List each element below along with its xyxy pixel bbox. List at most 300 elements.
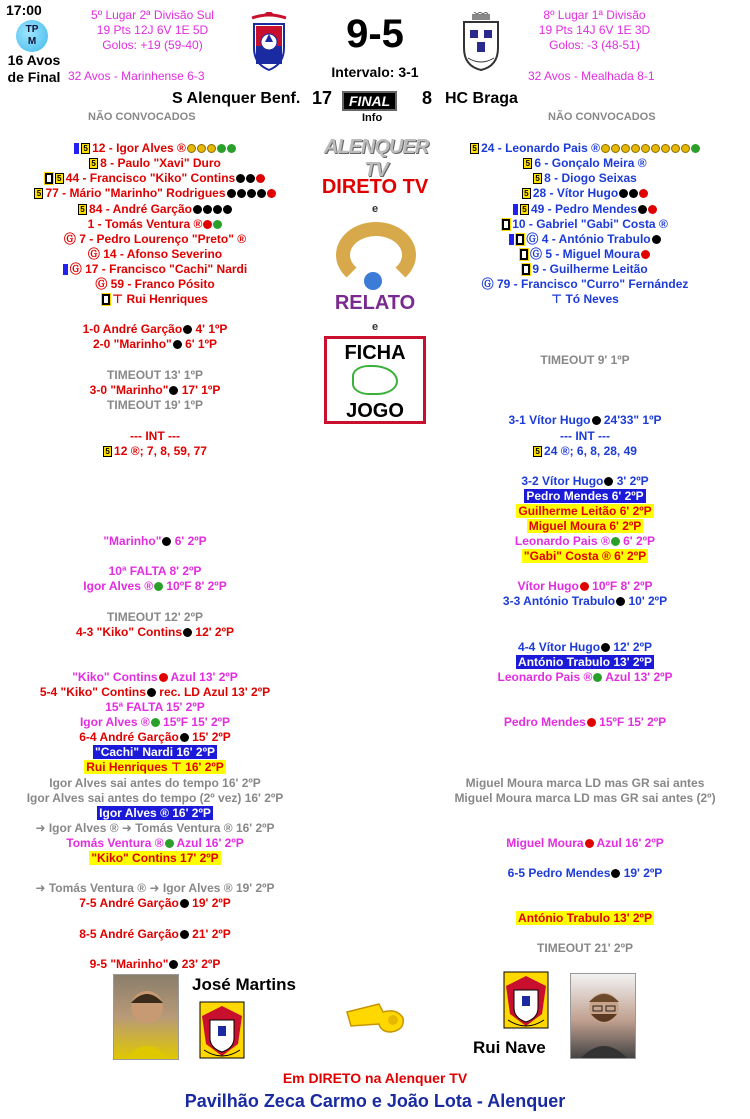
event-line	[435, 202, 735, 217]
event-text	[524, 489, 645, 503]
event-time: 6' 2ºP	[171, 534, 207, 548]
event-line	[5, 444, 305, 459]
gold-dot-icon	[631, 144, 640, 153]
event-text	[97, 806, 213, 820]
five-badge-icon: 5	[470, 143, 479, 154]
event-line	[5, 429, 305, 444]
event-text	[89, 156, 221, 170]
event-text	[527, 519, 644, 533]
event-label: 15ª FALTA 15' 2ºP	[105, 700, 205, 714]
home-standing-score: 17	[312, 88, 333, 108]
event-line	[435, 292, 735, 307]
goalkeeper-icon	[522, 264, 530, 275]
event-label: ➜ Tomás Ventura ® ➜ Igor Alves ® 19' 2ºP	[35, 881, 275, 895]
event-line	[435, 579, 735, 594]
kick-off-time: 17:00	[6, 2, 42, 18]
event-text	[72, 670, 238, 684]
away-standing-score: 8	[422, 88, 433, 108]
event-text	[497, 670, 672, 684]
five-badge-icon: 5	[103, 446, 112, 457]
red-dot-icon	[641, 250, 650, 259]
alenquer-tv-logo[interactable]: ALENQUER TV	[323, 136, 429, 181]
green-dot-icon	[154, 582, 163, 591]
event-text	[49, 776, 261, 790]
event-text	[533, 444, 637, 458]
relato-link[interactable]: RELATO	[334, 292, 416, 314]
away-goals: Golos: -3 (48-51)	[549, 38, 640, 52]
event-line	[5, 247, 305, 262]
black-dot-icon	[638, 205, 647, 214]
event-line	[5, 625, 305, 640]
footer-live-link[interactable]: Em DIRETO na Alenquer TV	[282, 1070, 468, 1086]
green-dot-icon	[151, 718, 160, 727]
event-time: 23' 2ºP	[178, 957, 221, 971]
event-line	[5, 171, 305, 186]
event-label: TIMEOUT 13' 1ºP	[107, 368, 203, 382]
event-time: 6' 2ºP	[619, 534, 656, 548]
event-label: 24 - Leonardo Pais ®	[481, 141, 600, 155]
event-text	[76, 625, 234, 639]
green-dot-icon	[691, 144, 700, 153]
separator-and: e	[371, 203, 379, 215]
event-line	[435, 353, 735, 368]
event-line	[5, 277, 305, 292]
event-text	[63, 262, 247, 276]
jogo-label: JOGO	[346, 400, 404, 422]
black-dot-icon	[227, 189, 236, 198]
black-dot-icon	[213, 205, 222, 214]
event-line	[435, 670, 735, 685]
home-goals: Golos: +19 (59-40)	[102, 38, 203, 52]
event-label: Ⓖ 17 - Francisco "Cachi" Nardi	[69, 262, 248, 276]
event-line	[435, 489, 735, 504]
event-time: 21' 2ºP	[188, 927, 231, 941]
event-line	[435, 941, 735, 956]
event-label: 10 - Gabriel "Gabi" Costa ®	[512, 217, 668, 231]
event-text	[521, 474, 648, 488]
black-dot-icon	[203, 205, 212, 214]
event-text	[93, 337, 217, 351]
event-line	[435, 217, 735, 232]
event-label: 1 - Tomás Ventura ®	[87, 217, 203, 231]
goalkeeper-icon	[102, 294, 110, 305]
event-label: 1-0 André Garção	[82, 322, 183, 336]
event-text	[107, 610, 203, 624]
event-text	[80, 715, 230, 729]
away-team-name[interactable]: HC Braga	[445, 90, 518, 107]
event-text	[27, 791, 284, 805]
black-dot-icon	[237, 189, 246, 198]
event-text	[516, 655, 654, 669]
event-label: Vítor Hugo	[517, 579, 579, 593]
event-text	[88, 247, 222, 261]
blue-card-icon	[74, 143, 79, 154]
event-time: 19' 2ºP	[620, 866, 663, 880]
goalkeeper-icon	[45, 173, 53, 184]
event-text	[103, 534, 206, 548]
black-dot-icon	[183, 325, 192, 334]
event-time: rec. LD Azul 13' 2ºP	[155, 685, 271, 699]
event-line	[5, 368, 305, 383]
event-time: Azul 13' 2ºP	[167, 670, 238, 684]
round-label: 16 Avos de Final	[7, 52, 61, 85]
event-label: Igor Alves ®	[83, 579, 154, 593]
away-team-crest-icon[interactable]	[460, 12, 502, 72]
event-line	[5, 292, 305, 307]
away-previous-round: 32 Avos - Mealhada 8-1	[528, 69, 655, 83]
event-text	[79, 896, 231, 910]
event-label: 3-0 "Marinho"	[89, 383, 169, 397]
event-line	[435, 549, 735, 564]
black-dot-icon	[180, 930, 189, 939]
event-time: 24'33" 1ºP	[600, 413, 662, 427]
gold-dot-icon	[611, 144, 620, 153]
event-text	[508, 866, 663, 880]
event-text	[506, 836, 664, 850]
five-badge-icon: 5	[533, 446, 542, 457]
event-label: TIMEOUT 19' 1ºP	[107, 398, 203, 412]
event-time: 15' 2ºP	[188, 730, 231, 744]
event-label: 24 ®; 6, 8, 28, 49	[544, 444, 637, 458]
event-label: Miguel Moura marca LD mas GR sai antes	[465, 776, 705, 790]
event-text	[34, 186, 275, 200]
five-badge-icon: 5	[523, 158, 532, 169]
event-label: Rui Henriques ⊤ 16' 2ºP	[86, 760, 224, 774]
event-line	[5, 579, 305, 594]
event-label: António Trabulo 13' 2ºP	[518, 655, 652, 669]
event-label: Ⓖ 5 - Miguel Moura	[529, 247, 640, 261]
event-text	[107, 368, 203, 382]
event-label: 49 - Pedro Mendes	[530, 202, 638, 216]
event-label: TIMEOUT 12' 2ºP	[107, 610, 203, 624]
black-dot-icon	[247, 189, 256, 198]
home-team-name[interactable]: S Alenquer Benf.	[172, 90, 301, 107]
event-label: 84 - André Garção	[89, 202, 192, 216]
event-line	[435, 141, 735, 156]
event-text	[515, 534, 655, 548]
event-text	[516, 504, 653, 518]
red-dot-icon	[159, 673, 168, 682]
event-text	[35, 821, 274, 835]
red-dot-icon	[587, 718, 596, 727]
event-text	[107, 398, 203, 412]
event-line	[435, 156, 735, 171]
black-dot-icon	[180, 899, 189, 908]
event-line	[5, 202, 305, 217]
red-dot-icon	[585, 839, 594, 848]
black-dot-icon	[173, 340, 182, 349]
event-label: --- INT ---	[560, 429, 610, 443]
event-text	[537, 941, 633, 955]
event-time: 12' 2ºP	[192, 625, 234, 639]
event-text	[109, 564, 202, 578]
event-line	[5, 806, 305, 821]
event-line	[435, 594, 735, 609]
event-label: 10ª FALTA 8' 2ºP	[108, 564, 202, 578]
event-label: 12 - Igor Alves ®	[92, 141, 186, 155]
event-time: 10ºF 8' 2ºP	[163, 579, 227, 593]
event-text	[83, 322, 228, 336]
event-line	[5, 700, 305, 715]
event-text	[102, 292, 208, 306]
event-label: 7-5 André Garção	[79, 896, 179, 910]
event-line	[435, 715, 735, 730]
event-line	[5, 881, 305, 896]
event-time: Azul 16' 2ºP	[173, 836, 244, 850]
black-dot-icon	[223, 205, 232, 214]
away-record: 19 Pts 14J 6V 1E 3D	[538, 23, 651, 37]
referee-2-photo	[570, 973, 636, 1059]
event-line	[5, 685, 305, 700]
event-label: 8 - Paulo "Xavi" Duro	[100, 156, 221, 170]
black-dot-icon	[180, 733, 189, 742]
black-dot-icon	[652, 235, 661, 244]
event-text	[88, 217, 223, 231]
event-time: 6' 1ºP	[181, 337, 217, 351]
event-line	[5, 383, 305, 398]
event-label: Tomás Ventura ®	[66, 836, 164, 850]
five-badge-icon: 5	[34, 188, 43, 199]
halftime-score: Intervalo: 3-1	[331, 64, 419, 80]
event-label: 6-4 André Garção	[79, 730, 179, 744]
person-icon	[571, 974, 636, 1059]
event-text	[551, 292, 619, 306]
event-line	[5, 927, 305, 942]
home-team-crest-icon[interactable]	[248, 12, 290, 72]
event-line	[435, 474, 735, 489]
event-label: Miguel Moura 6' 2ºP	[528, 519, 642, 533]
event-text	[83, 579, 226, 593]
event-line	[5, 141, 305, 156]
event-line	[5, 322, 305, 337]
event-text	[522, 549, 648, 563]
red-dot-icon	[639, 189, 648, 198]
separator-and: e	[371, 321, 379, 333]
black-dot-icon	[592, 416, 601, 425]
blue-card-icon	[513, 204, 518, 215]
fpp-crest-icon	[502, 970, 550, 1032]
event-text	[93, 745, 217, 759]
event-text	[560, 429, 610, 443]
event-text	[79, 927, 231, 941]
event-label: Ⓖ 79 - Francisco "Curro" Fernández	[481, 277, 689, 291]
event-label: "Kiko" Contins	[72, 670, 158, 684]
event-text	[78, 202, 232, 216]
event-label: "Kiko" Contins 17' 2ºP	[91, 851, 219, 865]
gold-dot-icon	[187, 144, 196, 153]
black-dot-icon	[193, 205, 202, 214]
event-text	[103, 444, 207, 458]
event-label: 77 - Mário "Marinho" Rodrigues	[45, 186, 226, 200]
event-line	[5, 760, 305, 775]
event-text	[533, 171, 637, 185]
event-time: 3' 2ºP	[613, 474, 649, 488]
event-text	[470, 141, 700, 155]
event-text	[522, 186, 648, 200]
red-dot-icon	[256, 174, 265, 183]
microphone-icon	[364, 272, 382, 290]
event-label: Leonardo Pais ®	[497, 670, 593, 684]
event-line	[435, 866, 735, 881]
green-dot-icon	[217, 144, 226, 153]
event-text	[90, 957, 221, 971]
black-dot-icon	[629, 189, 638, 198]
event-line	[5, 791, 305, 806]
referee-1-photo	[113, 974, 179, 1060]
gold-dot-icon	[197, 144, 206, 153]
green-dot-icon	[213, 220, 222, 229]
event-text	[40, 685, 270, 699]
event-line	[435, 247, 735, 262]
direto-tv-link[interactable]: DIRETO TV	[321, 176, 429, 198]
event-label: Ⓖ 59 - Franco Pósito	[95, 277, 215, 291]
info-link[interactable]: Info	[362, 112, 383, 124]
event-label: 8 - Diogo Seixas	[544, 171, 637, 185]
event-line	[435, 519, 735, 534]
event-time: 12' 2ºP	[610, 640, 652, 654]
red-dot-icon	[203, 220, 212, 229]
event-label: "Marinho"	[103, 534, 162, 548]
event-line	[5, 156, 305, 171]
event-text	[84, 760, 226, 774]
gold-dot-icon	[681, 144, 690, 153]
event-time: 15ºF 15' 2ºP	[159, 715, 231, 729]
home-position: 5º Lugar 2ª Divisão Sul	[91, 8, 214, 22]
goalkeeper-icon	[502, 219, 510, 230]
event-line	[5, 398, 305, 413]
event-text	[105, 700, 205, 714]
away-position: 8º Lugar 1ª Divisão	[543, 8, 646, 22]
event-text	[520, 247, 650, 261]
five-badge-icon: 5	[533, 173, 542, 184]
away-not-called-header: NÃO CONVOCADOS	[548, 111, 656, 123]
event-text	[454, 791, 715, 805]
final-badge: FINAL	[342, 91, 397, 111]
event-label: Igor Alves ®	[79, 715, 150, 729]
away-team-stats	[502, 8, 687, 53]
goalkeeper-icon	[520, 249, 528, 260]
event-text	[130, 429, 180, 443]
event-text	[522, 262, 647, 276]
event-label: 3-1 Vítor Hugo	[508, 413, 591, 427]
event-label: ➜ Igor Alves ® ➜ Tomás Ventura ® 16' 2ºP	[35, 821, 275, 835]
event-label: 28 - Vítor Hugo	[532, 186, 619, 200]
event-line	[435, 444, 735, 459]
event-line	[435, 232, 735, 247]
event-line	[5, 730, 305, 745]
five-badge-icon: 5	[78, 204, 87, 215]
home-team-stats	[60, 8, 245, 53]
ficha-scribble-icon	[352, 365, 398, 395]
event-text	[540, 353, 629, 367]
event-line	[435, 655, 735, 670]
blue-card-icon	[509, 234, 514, 245]
event-text	[35, 881, 274, 895]
event-label: "Gabi" Costa ® 6' 2ºP	[523, 549, 647, 563]
event-text	[523, 156, 646, 170]
event-text	[516, 911, 654, 925]
event-label: 9-5 "Marinho"	[89, 957, 169, 971]
event-label: TIMEOUT 9' 1ºP	[540, 353, 630, 367]
event-line	[5, 670, 305, 685]
event-text	[504, 715, 666, 729]
event-label: 8-5 André Garção	[79, 927, 179, 941]
event-label: Miguel Moura	[506, 836, 584, 850]
event-label: 12 ®; 7, 8, 59, 77	[114, 444, 207, 458]
referee-2-name: Rui Nave	[473, 1038, 546, 1057]
event-label: Guilherme Leitão 6' 2ºP	[518, 504, 652, 518]
black-dot-icon	[183, 628, 192, 637]
event-text	[518, 579, 653, 593]
fpp-crest-icon	[198, 1000, 246, 1062]
ficha-label: FICHA	[344, 342, 406, 364]
event-label: 4-4 Vítor Hugo	[518, 640, 601, 654]
event-line	[5, 851, 305, 866]
event-line	[5, 715, 305, 730]
event-label: 3-2 Vítor Hugo	[521, 474, 604, 488]
event-time: 10' 2ºP	[625, 594, 668, 608]
red-dot-icon	[580, 582, 589, 591]
event-label: ⊤ Tó Neves	[551, 292, 619, 306]
event-line	[435, 640, 735, 655]
red-dot-icon	[648, 205, 657, 214]
whistle-icon	[343, 998, 409, 1036]
event-text	[509, 232, 660, 246]
event-label: Leonardo Pais ®	[514, 534, 610, 548]
event-label: 2-0 "Marinho"	[93, 337, 172, 351]
green-dot-icon	[611, 537, 620, 546]
event-line	[5, 337, 305, 352]
event-line	[435, 277, 735, 292]
gold-dot-icon	[661, 144, 670, 153]
event-text	[66, 836, 243, 850]
event-time: 10ºF 8' 2ºP	[588, 579, 653, 593]
event-line	[5, 836, 305, 851]
goalkeeper-icon	[516, 234, 524, 245]
event-text	[509, 413, 662, 427]
black-dot-icon	[619, 189, 628, 198]
final-score: 9-5	[346, 12, 404, 56]
five-badge-icon: 5	[81, 143, 90, 154]
event-text	[466, 776, 705, 790]
event-label: 9 - Guilherme Leitão	[532, 262, 648, 276]
event-label: --- INT ---	[130, 429, 180, 443]
home-not-called-header: NÃO CONVOCADOS	[88, 111, 196, 123]
event-label: 4-3 "Kiko" Contins	[76, 625, 183, 639]
event-label: ⊤ Rui Henriques	[112, 292, 208, 306]
event-label: Ⓖ 7 - Pedro Lourenço "Preto" ®	[63, 232, 247, 246]
five-badge-icon: 5	[89, 158, 98, 169]
event-text	[518, 640, 652, 654]
gold-dot-icon	[601, 144, 610, 153]
event-line	[435, 504, 735, 519]
referee-1-name: José Martins	[192, 975, 296, 994]
green-dot-icon	[593, 673, 602, 682]
tpm-logo[interactable]: TP M	[16, 20, 48, 52]
event-label: 3-3 António Trabulo	[502, 594, 616, 608]
green-dot-icon	[165, 839, 174, 848]
event-label: TIMEOUT 21' 2ºP	[537, 941, 633, 955]
five-badge-icon: 5	[520, 204, 529, 215]
event-label: 5-4 "Kiko" Contins	[39, 685, 146, 699]
event-label: Pedro Mendes	[503, 715, 586, 729]
event-text	[45, 171, 265, 185]
event-line	[5, 262, 305, 277]
event-text	[79, 730, 231, 744]
event-label: 6 - Gonçalo Meira ®	[534, 156, 647, 170]
gold-dot-icon	[207, 144, 216, 153]
event-line	[435, 413, 735, 428]
